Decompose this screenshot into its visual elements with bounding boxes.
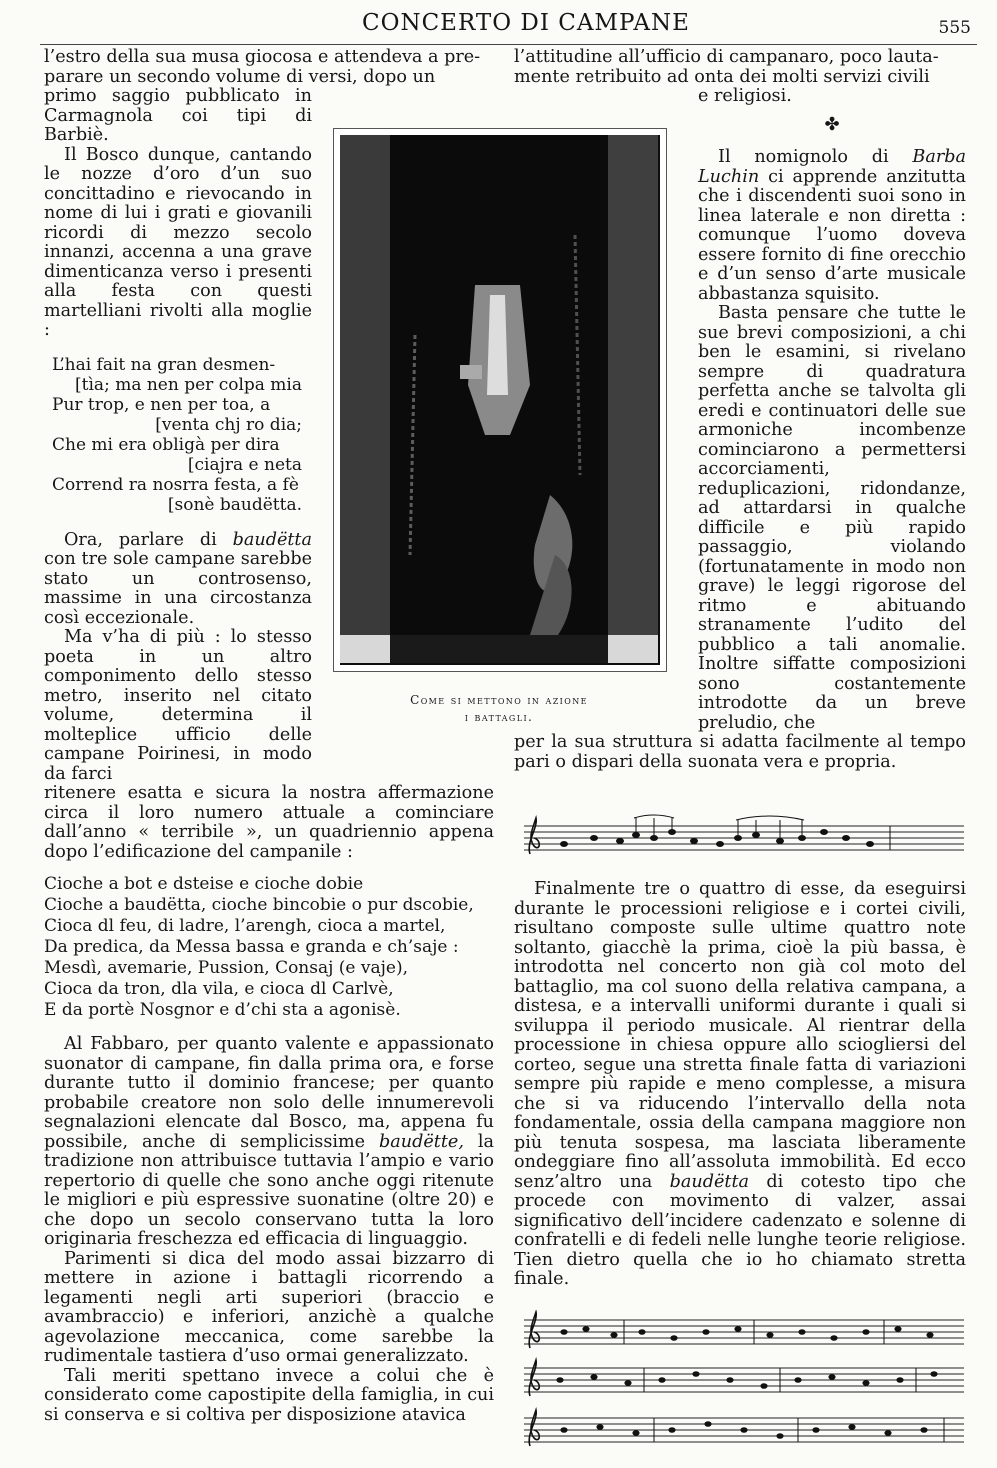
paragraph-end: e religiosi. xyxy=(698,86,792,106)
paragraph: Al Fabbaro, per quanto valente e appassionato suonator di campane, fin dalla prima ora, e forse durante tutto il dominio francese; per quanto probabile creatore non solo delle innumerevoli segnalazioni elencate dal Bosco, ma, appena fu possibile, anche di semplicissime baudëtte, la tradizione non attribuisce tuttavia l’ampio e vario repertorio di quelle che sono anche oggi ritenute le migliori e più espressive suonatine (oltre 20) e che dopo un secolo conservano tutta la loro originaria freschezza ed efficacia di linguaggio. xyxy=(44,1034,494,1249)
verse-line: Cioche a baudëtta, cioche bincobie o pur dscobie, xyxy=(44,895,474,915)
dialect-verse xyxy=(52,355,312,515)
valzer-music-score xyxy=(524,1310,964,1458)
verse-line: Cioca dl feu, di ladre, l’arengh, cioca a martel, xyxy=(44,916,446,936)
running-header xyxy=(0,8,997,40)
fleuron-ornament-icon: ✤ xyxy=(824,113,840,135)
verse-line-cont: [venta chj ro dia; xyxy=(155,414,302,435)
paragraph: Il nomignolo di Barba Luchin ci apprende anzitutta che i discendenti suoi sono in linea laterale e non diretta : comunque l’uomo doveva essere fornito di fine orecchio e d’un senso d’arte musicale abbastanza squisito. xyxy=(698,147,966,304)
text-line: l’attitudine all’ufficio di campanaro, poco lauta- xyxy=(514,47,939,67)
paragraph-continuation xyxy=(44,48,494,87)
page-number: 555 xyxy=(938,18,971,38)
verse-line-cont: [ciajra e neta xyxy=(187,454,302,475)
verse-line: Da predica, da Messa bassa e granda e ch’saje : xyxy=(44,937,459,957)
text-line: mente retribuito ad onta dei molti servizi civili xyxy=(514,66,930,87)
paragraph-continuation: per la sua struttura si adatta facilmente al tempo pari o dispari della suonata vera e propria. xyxy=(514,732,966,772)
right-column-lower xyxy=(514,880,966,1290)
paragraph: Il Bosco dunque, cantando le nozze d’oro d’un suo concittadino e rievocando in nome di lui i grati e giovanili ricordi di mezzo secolo innanzi, accenna a una grave dimenticanza verso i presenti alla festa con questi martelliani rivolti alla moglie : xyxy=(44,144,312,340)
caption-line: Come si mettono in azione xyxy=(410,693,588,707)
running-title: CONCERTO DI CAMPANE xyxy=(362,10,690,36)
narrow-text-block xyxy=(44,87,312,784)
verse-line: Mesdì, avemarie, Pussion, Consaj (e vaje), xyxy=(44,958,408,978)
caption-line: i battagli. xyxy=(464,710,534,724)
text-line: parare un secondo volume di versi, dopo un xyxy=(44,66,436,87)
right-column xyxy=(514,48,966,772)
verse-line-cont: [sonè baudëtta. xyxy=(167,494,302,515)
paragraph-continuation: ritenere esatta e sicura la nostra affermazione circa il loro numero attuale a cominciare dall’anno « terribile », un quadriennio appena dopo l’edificazione del campanile : xyxy=(44,783,494,862)
paragraph: primo saggio pubblicato in Carmagnola coi tipi di Barbiè. xyxy=(44,86,312,145)
verse-line: L’hai fait na gran desmen- xyxy=(52,354,276,375)
verse-line: E da portè Nosgnor e d’chi sta a agonisè. xyxy=(44,1000,401,1020)
verse-line-cont: [tìa; ma nen per colpa mia xyxy=(75,374,302,395)
header-rule xyxy=(40,44,977,45)
verse-line: Cioca da tron, dla vila, e cioca dl Carlvè, xyxy=(44,979,394,999)
verse-line: Corrend ra nosrra festa, a fè xyxy=(52,474,299,495)
paragraph: Finalmente tre o quattro di esse, da eseguirsi durante le processioni religiose e i cortei civili, risultano composte sulle ultime quattro note soltanto, giacchè la prima, cioè la più bassa, è introdotta nel concerto non già col moto del battaglio, ma col suono della relativa campana, a distesa, e a intervalli uniformi durante i quali si sviluppa il periodo musicale. Al rientrar della processione in chiesa oppure allo sciogliersi del corteo, segue una stretta finale fatta di variazioni sempre più rapide e meno complesse, a misura che si va riducendo l’intervallo della nota fondamentale, ossia della campana maggiore non più tenuta sospesa, ma lasciata liberamente ondeggiare fino all’assoluta immobilità. Ed ecco senz’altro una baudëtta di cotesto tipo che procede con movimento di valzer, assai significativo dell’incidere cadenzato e solenne di confratelli e di fedeli nelle lunghe teorie religiose. Tien dietro quella che io ho chiamato stretta finale. xyxy=(514,879,966,1289)
verse-line: Pur trop, e nen per toa, a xyxy=(52,394,271,415)
narrow-text-block xyxy=(698,87,966,733)
paragraph-continuation xyxy=(514,48,966,87)
paragraph: Ora, parlare di baudëtta con tre sole campane sarebbe stato un controsenso, massime in una circostanza così eccezionale. xyxy=(44,529,312,628)
text-line: l’estro della sua musa giocosa e attendeva a pre- xyxy=(44,47,481,67)
verse-line: Cioche a bot e dsteise e cioche dobie xyxy=(44,874,364,894)
dialect-verse-bells xyxy=(44,874,494,1021)
verse-line: Che mi era obligà per dira xyxy=(52,434,280,455)
paragraph: Parimenti si dica del modo assai bizzarro di mettere in azione i battagli ricorrendo a legamenti negli arti superiori (braccio e avambraccio) e inferiori, anzichè a qualche agevolazione meccanica, come sarebbe la rudimentale tastiera d’uso ormai generalizzato. xyxy=(44,1248,494,1366)
paragraph: Ma v’ha di più : lo stesso poeta in un altro componimento dello stesso metro, inserito nel citato volume, determina il molteplice ufficio delle campane Poirinesi, in modo da farci xyxy=(44,627,312,784)
paragraph: Basta pensare che tutte le sue brevi composizioni, a chi ben le esamini, si rivelano sempre di quadratura perfetta anche se talvolta gli eredi e continuatori delle sue armoniche incombenze cominciarono a permettersi accorciamenti, reduplicazioni, ridondanze, ad attardarsi in qualche difficile e più rapido passaggio, violando (fortunatamente in modo non grave) le leggi rigorose del ritmo e abituando stranamente l’udito del pubblico a tali anomalie. Inoltre siffatte composizioni sono costantemente introdotte da un breve preludio, che xyxy=(698,303,966,733)
prelude-music-staff xyxy=(524,812,964,860)
paragraph: Tali meriti spettano invece a colui che è considerato come capostipite della famiglia, in cui si conserva e si coltiva per disposizione atavica xyxy=(44,1365,494,1425)
